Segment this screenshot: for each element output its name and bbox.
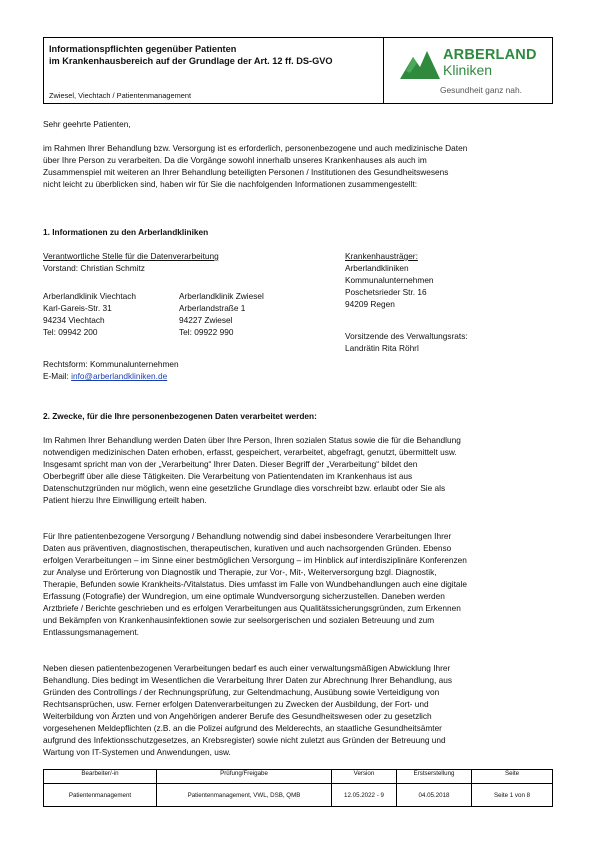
paragraph-line: Therapie, Befunden sowie Krankheits-/Vitalstatus. Dies umfasst im Falle von Wundbehandlungen auch eine digitale	[43, 579, 468, 589]
intro-line: im Rahmen Ihrer Behandlung bzw. Versorgung ist es erforderlich, personenbezogene und auch medizinische Daten	[43, 143, 468, 153]
carrier-heading: Krankenhausträger:	[345, 251, 418, 261]
email-label: E-Mail:	[43, 371, 69, 381]
paragraph-line: Neben diesen patientenbezogenen Verarbeitungen bedarf es auch einer verwaltungsmäßigen Abwicklung Ihrer	[43, 663, 451, 673]
legal-form: Rechtsform: Kommunalunternehmen	[43, 359, 179, 369]
carrier-legal-form: Kommunalunternehmen	[345, 275, 434, 285]
clinic-viechtach-phone: Tel: 09942 200	[43, 327, 98, 337]
paragraph-line: Oberbegriff über alle diese Tätigkeiten. Die Verarbeitung von Patientendaten im Krankenhaus ist aus	[43, 471, 413, 481]
paragraph-line: zur Analyse und Erörterung von Diagnostik und Therapie, zur Vor-, Mit-, Weiterversorgung bzgl. Diagnostik,	[43, 567, 437, 577]
paragraph-line: Behandlung. Dies bedingt im Wesentlichen die Verarbeitung Ihrer Daten zur Abrechnung Ihrer Behandlung, aus	[43, 675, 452, 685]
paragraph-line: Rechtsansprüchen, usw. Ferner erfolgen Datenverarbeitungen zu Zwecken der Ausbildung, der Fort- und	[43, 699, 429, 709]
footer-editor: Patientenmanagement	[44, 784, 157, 807]
clinic-zwiesel-street: Arberlandstraße 1	[179, 303, 246, 313]
intro-line: Zusammenspiel mit weiteren an Ihrer Behandlung beteiligten Personen / Institutionen des Gesundheitswesens	[43, 167, 449, 177]
email-line	[43, 370, 167, 382]
document-control-table	[43, 769, 553, 807]
board-member: Vorstand: Christian Schmitz	[43, 263, 145, 273]
paragraph-line: Weiterbildung von Ärzten und von Angehörigen anderer Berufe des Gesundheitswesen oder zu gesetzlich	[43, 711, 432, 721]
email-link[interactable]: info@arberlandkliniken.de	[71, 371, 168, 381]
footer-header-created: Erstserstellung	[397, 770, 472, 784]
section-2-paragraph-3	[43, 662, 555, 758]
paragraph-line: Insgesamt spricht man von der „Verarbeitung“ Ihrer Daten. Dieser Begriff der „Verarbeitung“ bildet den	[43, 459, 418, 469]
paragraph-line: Datenschutzgründen nur möglich, wenn eine gesetzliche Grundlage dies vorschreibt bzw. erlaubt oder Sie als	[43, 483, 446, 493]
intro-line: über Ihre Person zu verarbeiten. Da die Vorgänge sowohl innerhalb unseres Krankenhauses als auch im	[43, 155, 427, 165]
paragraph-line: Erfassung (Fotografie) der Wundregion, um eine optimale Wundversorgung sicherzustellen. Daneben werden	[43, 591, 445, 601]
logo-slogan: Gesundheit ganz nah.	[440, 85, 522, 95]
footer-created: 04.05.2018	[397, 784, 472, 807]
footer-header-review: Prüfung/Freigabe	[157, 770, 332, 784]
paragraph-line: notwendigen medizinischen Daten erhoben, erfasst, gespeichert, verarbeitet, abgefragt, genutzt, übermittelt usw.	[43, 447, 457, 457]
greeting: Sehr geehrte Patienten,	[43, 119, 131, 129]
paragraph-line: Wartung von IT-Systemen und Anwendungen, usw.	[43, 747, 231, 757]
hospital-carrier	[345, 250, 434, 310]
section-2-paragraph-1	[43, 434, 555, 506]
footer-version: 12.05.2022 - 9	[332, 784, 397, 807]
intro-line: nicht leicht zu überblicken sind, haben wir für Sie die nachfolgenden Informationen zusammengestellt:	[43, 179, 418, 189]
council-chair	[345, 330, 468, 354]
footer-header-editor: Bearbeiter/-in	[44, 770, 157, 784]
footer-header-row	[44, 770, 553, 784]
footer-page-number: Seite 1 von 8	[472, 784, 553, 807]
document-header	[43, 37, 553, 104]
council-chair-title: Vorsitzende des Verwaltungsrats:	[345, 331, 468, 341]
paragraph-line: Für Ihre patientenbezogene Versorgung / Behandlung notwendig sind dabei insbesondere Verarbeitungen Ihrer	[43, 531, 452, 541]
section-2-paragraph-2	[43, 530, 555, 638]
paragraph-line: und Bekämpfen von Krankenhausinfektionen sowie zur seelsorgerischen und sozialen Betreuung und zum	[43, 615, 435, 625]
paragraph-line: Patient hierzu Ihre Einwilligung erteilt haben.	[43, 495, 207, 505]
clinic-viechtach-city: 94234 Viechtach	[43, 315, 105, 325]
paragraph-line: Gründen des Controllings / der Rechnungsprüfung, zur Geltendmachung, Ausübung sowie Verteidigung von	[43, 687, 440, 697]
clinic-zwiesel-name: Arberlandklinik Zwiesel	[179, 291, 264, 301]
title-line-1: Informationspflichten gegenüber Patienten	[49, 44, 237, 54]
footer-value-row	[44, 784, 553, 807]
clinic-zwiesel-city: 94227 Zwiesel	[179, 315, 233, 325]
paragraph-line: Arztbriefe / Berichte geschrieben und es erfolgen Verarbeitungen aus Qualitätssicherungsgründen, zum Erkennen	[43, 603, 461, 613]
carrier-name: Arberlandkliniken	[345, 263, 409, 273]
council-chair-name: Landrätin Rita Röhrl	[345, 343, 419, 353]
document-subtitle: Zwiesel, Viechtach / Patientenmanagement	[49, 91, 192, 100]
logo-word-arberland: ARBERLAND	[443, 47, 537, 63]
clinic-zwiesel-address	[179, 290, 264, 338]
paragraph-line: aufgrund des Infektionsschutzgesetzes, an Krebsregister) sowie nicht zuletzt aus Gründen der Betreuung und	[43, 735, 446, 745]
footer-header-page: Seite	[472, 770, 553, 784]
clinic-zwiesel-phone: Tel: 09922 990	[179, 327, 234, 337]
paragraph-line: erfolgen Verarbeitungen – im Sinne einer bestmöglichen Versorgung – im Hinblick auf interdisziplinäre Konferenzen	[43, 555, 467, 565]
paragraph-line: Im Rahmen Ihrer Behandlung werden Daten über Ihre Person, Ihren sozialen Status sowie die für die Behandlung	[43, 435, 461, 445]
title-line-2: im Krankenhausbereich auf der Grundlage der Art. 12 ff. DS-GVO	[49, 56, 333, 66]
logo-word-kliniken: Kliniken	[443, 62, 493, 78]
footer-review: Patientenmanagement, VWL, DSB, QMB	[157, 784, 332, 807]
section-1-heading: 1. Informationen zu den Arberlandkliniken	[43, 227, 209, 237]
paragraph-line: Entlassungsmanagement.	[43, 627, 139, 637]
clinic-viechtach-street: Karl-Gareis-Str. 31	[43, 303, 112, 313]
intro-paragraph	[43, 142, 555, 190]
section-2-heading: 2. Zwecke, für die Ihre personenbezogenen Daten verarbeitet werden:	[43, 411, 317, 421]
controller-heading: Verantwortliche Stelle für die Datenverarbeitung	[43, 251, 219, 261]
header-divider	[383, 38, 384, 103]
paragraph-line: vorgesehenen Meldepflichten (z.B. an die Polizei aufgrund des Melderechts, an staatliche Gesundheitsämter	[43, 723, 442, 733]
footer-header-version: Version	[332, 770, 397, 784]
document-title	[49, 43, 379, 67]
paragraph-line: Daten aus präventiven, diagnostischen, therapeutischen, kurativen und auch nachsorgenden Gründen. Ebenso	[43, 543, 452, 553]
carrier-street: Poschetsrieder Str. 16	[345, 287, 427, 297]
mountain-logo-icon	[400, 47, 440, 81]
clinic-viechtach-address	[43, 290, 136, 338]
arberland-logo	[400, 43, 552, 101]
clinic-viechtach-name: Arberlandklinik Viechtach	[43, 291, 137, 301]
carrier-city: 94209 Regen	[345, 299, 395, 309]
